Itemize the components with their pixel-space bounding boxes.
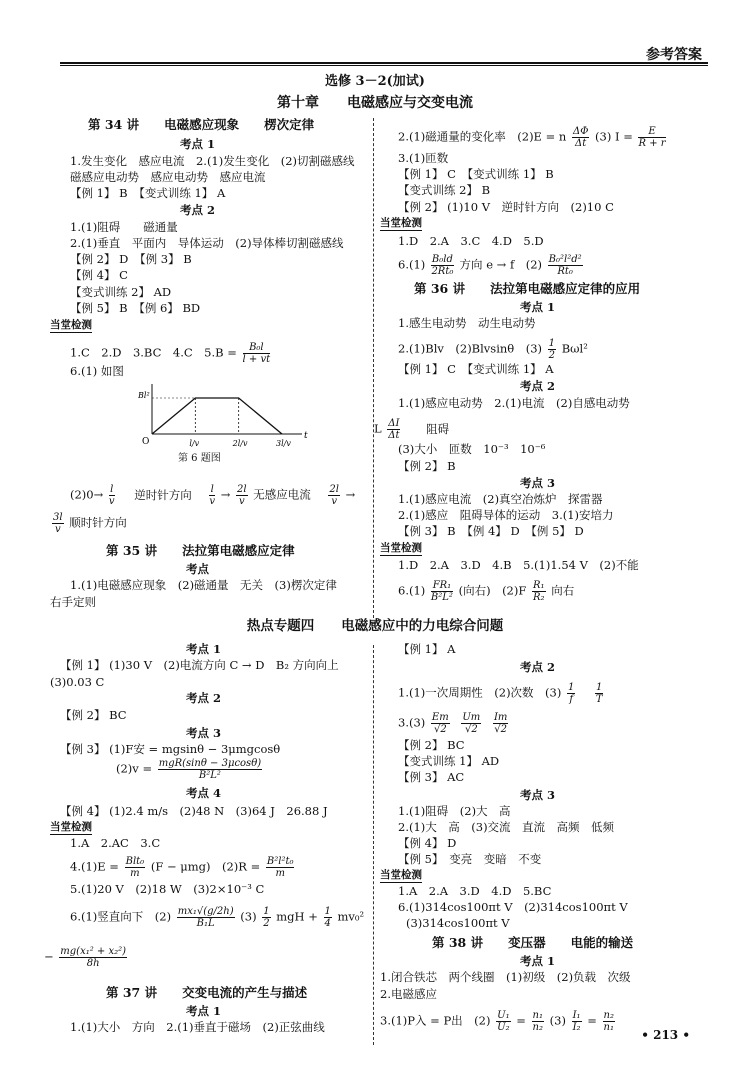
dangtang-jiance: 当堂检测 <box>380 869 422 881</box>
kaodian-1: 考点 1 <box>520 954 556 968</box>
answer-line: 【例 1】 B 【变式训练 1】 A <box>70 186 226 200</box>
answer-line: 2.(1)垂直 平面内 导体运动 (2)导体棒切割磁感线 <box>70 236 344 250</box>
answer-line: 2.(1)磁通量的变化率 (2)E = n $\frac{\Delta\Phi}{\Delta t}$ (3) I = $\frac{E}{R + r}$ <box>398 126 666 149</box>
dangtang-jiance: 当堂检测 <box>380 217 422 229</box>
answer-line: (3)0.03 C <box>50 675 105 689</box>
answer-line: 【变式训练 2】 AD <box>70 285 172 299</box>
answer-line: (3)314cos100πt V <box>406 916 510 930</box>
fraction: $\frac{\text{B₀l}}{l + vt}$ <box>242 342 271 365</box>
answer-line: 2.电磁感应 <box>380 987 437 1001</box>
figure-caption: 第 6 题图 <box>178 453 221 464</box>
series-line <box>152 398 282 434</box>
answer-line: 1.闭合铁芯 两个线圈 (1)初级 (2)负载 次级 <box>380 970 631 984</box>
answer-line: 1.(1)阻碍 (2)大 高 <box>398 804 511 818</box>
answer-line: 1.A 2.AC 3.C <box>70 836 161 850</box>
lecture-34-title: 第 34 讲 电磁感应现象 楞次定律 <box>88 117 315 132</box>
x-axis-label: t <box>304 431 308 441</box>
answer-line: 【例 3】 AC <box>398 770 465 784</box>
answer-line: 【例 2】 (1)10 V 逆时针方向 (2)10 C <box>398 200 614 214</box>
answer-line: 【例 2】 BC <box>60 708 127 722</box>
lecture-37-title: 第 37 讲 交变电流的产生与描述 <box>106 985 308 1000</box>
answer-line: 1.感生电动势 动生电动势 <box>398 316 536 330</box>
graph-fig6 <box>138 378 318 448</box>
answer-line: 【例 3】 B 【例 4】 D 【例 5】 D <box>398 524 584 538</box>
answer-line: $\frac{3l}{v}$ 顺时针方向 <box>53 512 127 535</box>
page-header <box>0 40 750 62</box>
answer-line: 2.(1)大 高 (3)交流 直流 高频 低频 <box>398 820 615 834</box>
answer-line: 3.(1)匝数 <box>398 151 449 165</box>
answer-line: 【例 2】 B <box>398 459 456 473</box>
answer-line: 【例 5】 B 【例 6】 BD <box>70 301 201 315</box>
answer-line: 6.(1) $\frac{\text{FR₁}}{\text{B²L²}}$ (向右) (2)F $\frac{\text{R₁}}{\text{R₂}}$ 向右 <box>398 580 575 603</box>
answer-line: 1.A 2.A 3.D 4.D 5.BC <box>398 884 552 898</box>
header-title: 参考答案 <box>646 47 702 63</box>
answer-line: 1.(1)一次周期性 (2)次数 (3) $\frac{1}{f}$ $\frac{1}{T}$ <box>398 682 603 705</box>
x-tick-label: l/v <box>189 439 200 448</box>
answer-line: 6.(1)314cos100πt V (2)314cos100πt V <box>398 900 628 914</box>
answer-line: 1.发生变化 感应电流 2.(1)发生变化 (2)切割磁感线 <box>70 154 355 168</box>
x-tick-label: 2l/v <box>232 439 248 448</box>
answer-line: 4.(1)E = $\frac{\text{Blt₀}}{m}$ (F − μmg) (2)R = $\frac{\text{B²l²t₀}}{m}$ <box>70 856 294 879</box>
answer-line: 【例 3】 (1)F安 = mgsinθ − 3μmgcosθ <box>60 742 281 756</box>
page-number: • 213 • <box>641 1028 690 1042</box>
y-axis-label: Bl² <box>138 391 150 400</box>
header-rule-thin <box>60 65 708 66</box>
x-tick-label: 3l/v <box>276 439 291 448</box>
column-divider-lower <box>373 645 374 1045</box>
kaodian-3: 考点 3 <box>186 726 222 740</box>
answer-line: 2.(1)感应 阻碍导体的运动 3.(1)安培力 <box>398 508 614 522</box>
kaodian-1: 考点 1 <box>520 300 556 314</box>
answer-line: L $\frac{\Delta I}{\Delta t}$ 阻碍 <box>374 418 450 441</box>
answer-line: 3.(3) $\frac{Em}{√2}$ $\frac{Um}{√2}$ $\frac{Im}{√2}$ <box>398 712 508 735</box>
answer-line: 6.(1)竖直向下 (2) $\frac{\text{mx₁√(g/2h)}}{\text{B₁L}}$ (3) $\frac{1}{2}$ mgH + $\frac{1}{4}$ mv₀² <box>70 906 365 929</box>
answer-line: 1.(1)阻碍 磁通量 <box>70 220 178 234</box>
header-rule <box>60 62 708 64</box>
dangtang-jiance: 当堂检测 <box>50 821 92 833</box>
answer-line: 【例 4】 (1)2.4 m/s (2)48 N (3)64 J 26.88 J <box>60 804 328 818</box>
answer-line: 1.D 2.A 3.D 4.B 5.(1)1.54 V (2)不能 <box>398 558 639 572</box>
dangtang-jiance: 当堂检测 <box>50 319 92 331</box>
kaodian-3: 考点 3 <box>520 788 556 802</box>
kaodian-1: 考点 1 <box>186 1004 222 1018</box>
answer-line: 磁感应电动势 感应电动势 感应电流 <box>70 170 266 184</box>
answer-line: − $\frac{\text{mg(x₁² + x₂²)}}{8h}$ <box>44 946 127 969</box>
answer-line: 1.(1)感应电动势 2.(1)电流 (2)自感电动势 <box>398 396 630 410</box>
answer-line: 【例 1】 A <box>398 642 456 656</box>
answer-line: 【例 4】 D <box>398 836 457 850</box>
answer-line: 【变式训练 2】 B <box>398 183 491 197</box>
kaodian-2: 考点 2 <box>520 379 556 393</box>
lecture-35-title: 第 35 讲 法拉第电磁感应定律 <box>106 543 295 558</box>
answer-line: 3.(1)P入 = P出 (2) $\frac{\text{U₁}}{\text{U₂}}$ = $\frac{\text{n₁}}{\text{n₂}}$ (3) $\frac{\text{I₁}}{\text{I₂}}$ = $\frac{\text{n₂}}{\text{n₁}}$ <box>380 1010 614 1033</box>
answer-line: 【例 2】 BC <box>398 738 465 752</box>
kaodian-4: 考点 4 <box>186 786 222 800</box>
answer-line: (3)大小 匝数 10⁻³ 10⁻⁶ <box>398 442 546 456</box>
kaodian: 考点 <box>186 562 209 576</box>
answer-line: 【例 2】 D 【例 3】 B <box>70 252 192 266</box>
answer-line: 2.(1)Blv (2)Blvsinθ (3) $\frac{1}{2}$ Bωl² <box>398 338 588 361</box>
answer-line: 【例 4】 C <box>70 268 128 282</box>
answer-line: (2)v = $\frac{\text{mgR(sinθ − 3μcosθ)}}{\text{B²L²}}$ <box>116 758 262 781</box>
lecture-36-title: 第 36 讲 法拉第电磁感应定律的应用 <box>414 281 641 296</box>
chapter-title: 第十章 电磁感应与交变电流 <box>277 95 473 111</box>
answer-line: 右手定则 <box>50 595 96 609</box>
answer-line: 5.(1)20 V (2)18 W (3)2×10⁻³ C <box>70 882 265 896</box>
origin-label: O <box>142 437 150 447</box>
dangtang-jiance: 当堂检测 <box>380 542 422 554</box>
answer-line: 1.D 2.A 3.C 4.D 5.D <box>398 234 544 248</box>
answer-line: 【例 1】 (1)30 V (2)电流方向 C → D B₂ 方向向上 <box>60 658 339 672</box>
answer-line: 6.(1) $\frac{\text{B₀ld}}{\text{2Rt₀}}$ 方向 e → f (2) $\frac{\text{B₀²l²d²}}{\text{Rt₀}}$ <box>398 254 582 277</box>
answer-line: 【例 5】 变亮 变暗 不变 <box>398 852 542 866</box>
answer-line: 1.(1)大小 方向 2.(1)垂直于磁场 (2)正弦曲线 <box>70 1020 325 1034</box>
section-title: 选修 3－2(加试) <box>325 74 425 89</box>
answer-line: (2)0→ $\frac{l}{v}$ 逆时针方向 $\frac{l}{v}$ → $\frac{2l}{v}$ 无感应电流 $\frac{2l}{v}$ → <box>70 484 356 507</box>
answer-line: 【例 1】 C 【变式训练 1】 B <box>398 167 554 181</box>
kaodian-2: 考点 2 <box>186 691 222 705</box>
kaodian-1: 考点 1 <box>180 137 216 151</box>
lecture-38-title: 第 38 讲 变压器 电能的输送 <box>432 935 634 950</box>
answer-line: 【例 1】 C 【变式训练 1】 A <box>398 362 554 376</box>
column-divider <box>373 118 374 618</box>
answer-line: 6.(1) 如图 <box>70 364 124 378</box>
kaodian-2: 考点 2 <box>520 660 556 674</box>
answer-line: 1.(1)感应电流 (2)真空冶炼炉 探雷器 <box>398 492 603 506</box>
answer-line: 1.(1)电磁感应现象 (2)磁通量 无关 (3)楞次定律 <box>70 578 337 592</box>
kaodian-3: 考点 3 <box>520 476 556 490</box>
answer-line: 【变式训练 1】 AD <box>398 754 500 768</box>
kaodian-2: 考点 2 <box>180 203 216 217</box>
kaodian-1: 考点 1 <box>186 642 222 656</box>
answer-line: 1.C 2.D 3.BC 4.C 5.B = $\frac{\text{B₀l}}{l + vt}$ <box>70 342 271 365</box>
hot-topic-title: 热点专题四 电磁感应中的力电综合问题 <box>246 618 504 634</box>
